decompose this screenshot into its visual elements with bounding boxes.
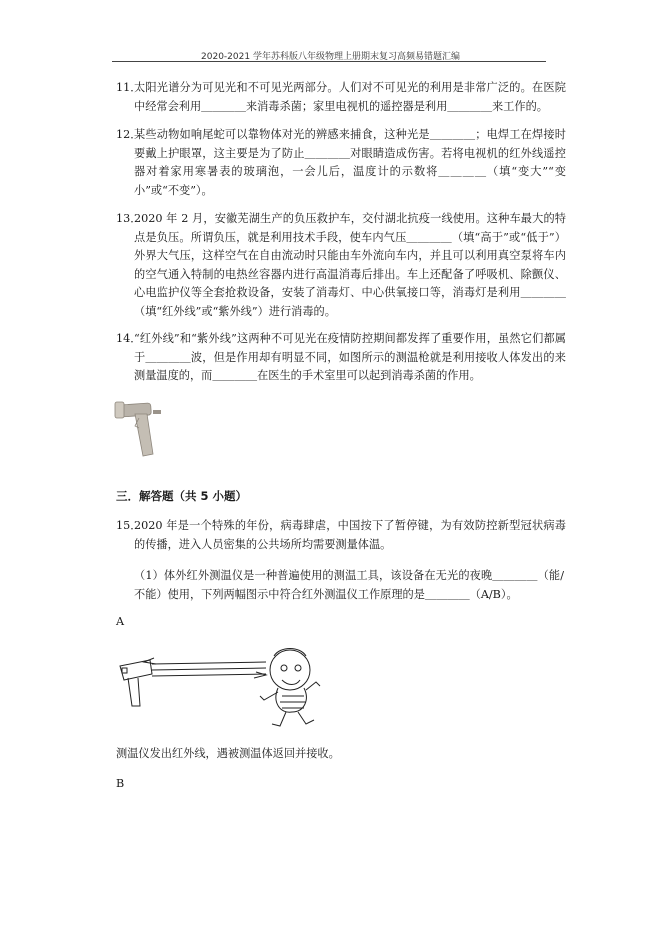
question-text: “红外线”和“紫外线”这两种不可见光在疫情防控期间都发挥了重要作用，虽然它们都属于＿＿＿＿波，但是作用却有明显不同，如图所示的测温枪就是利用接收人体发出的来测量温度的，而＿＿＿＿在医生的手术室里可以起到消毒杀菌的作用。 [134, 332, 566, 383]
question-text: 2020 年是一个特殊的年份，病毒肆虐，中国按下了暂停键，为有效防控新型冠状病毒的传播，进入人员密集的公共场所均需要测量体温。 [134, 519, 566, 551]
figure-label-b: B [116, 777, 125, 790]
question-number: 12． [116, 128, 142, 141]
question-13 [116, 210, 566, 322]
question-15 [116, 517, 566, 554]
question-number: 14． [116, 332, 142, 345]
question-number: 15． [116, 519, 142, 532]
question-text: 太阳光谱分为可见光和不可见光两部分。人们对不可见光的利用是非常广泛的。在医院中经常会利用＿＿＿＿来消毒杀菌；家里电视机的遥控器是利用＿＿＿＿来工作的。 [134, 81, 566, 113]
question-number: 11． [116, 81, 142, 94]
question-12 [116, 126, 566, 200]
figure-a-caption: 测温仪发出红外线，遇被测温体返回并接收。 [116, 747, 340, 760]
question-number: 13． [116, 212, 142, 225]
thermometer-gun-figure [113, 396, 169, 466]
question-text: 2020 年 2 月，安徽芜湖生产的负压救护车，交付湖北抗疫一线使用。这种车最大的特点是负压。所谓负压，就是利用技术手段，使车内气压＿＿＿＿（填“高于”或“低于”）外界大气压，这样空气在自由流动时只能由车外流向车内，并且可以利用真空泵将车内的空气通入特制的电热丝容器内进行高温消毒后排出。车上还配备了呼吸机、除颤仪、心电监护仪等全套抢救设备，安装了消毒灯、中心供氧接口等，消毒灯是利用＿＿＿＿（填“红外线”或“紫外线”）进行消毒的。 [134, 212, 566, 318]
page-header: 2020-2021 学年苏科版八年级物理上册期末复习高频易错题汇编 [201, 52, 460, 62]
section-title: 三．解答题（共 5 小题） [116, 489, 248, 503]
figure-label-a: A [116, 615, 125, 628]
question-text: 某些动物如响尾蛇可以靠物体对光的辨感来捕食，这种光是＿＿＿＿；电焊工在焊接时要戴上护眼罩，这主要是为了防止＿＿＿＿对眼睛造成伤害。若将电视机的红外线遥控器对着家用寒暑表的玻璃泡，一会儿后，温度计的示数将＿＿＿＿（填“变大”“变小”或“不变”）。 [134, 128, 566, 197]
question-15-part-1: （1）体外红外测温仪是一种普遍使用的测温工具，该设备在无光的夜晚＿＿＿＿（能/不能）使用，下列两幅图示中符合红外测温仪工作原理的是＿＿＿＿（A/B）。 [134, 569, 564, 601]
question-14 [116, 330, 566, 386]
figure-a-illustration [114, 640, 324, 730]
header-divider [112, 61, 546, 62]
question-11 [116, 79, 566, 116]
